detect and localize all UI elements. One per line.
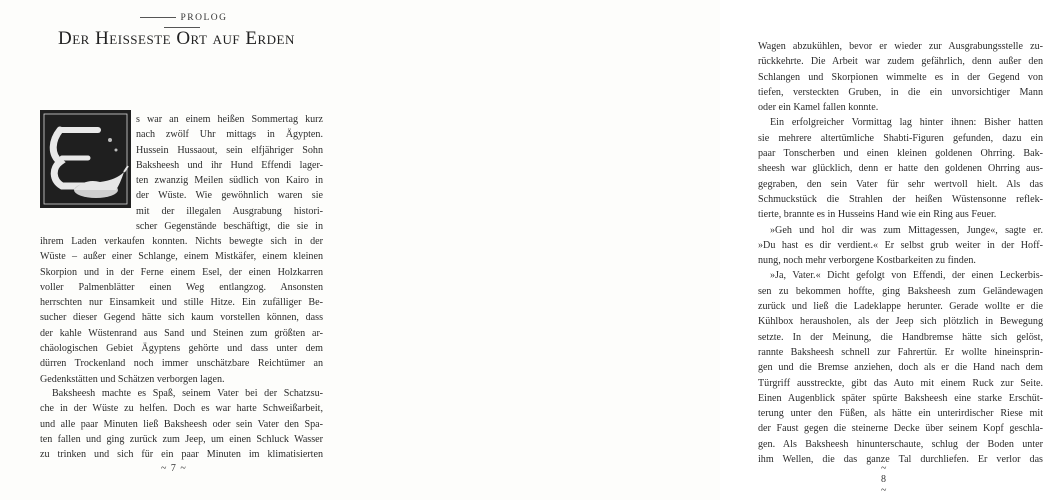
intro-paragraph-continued (136, 219, 323, 234)
text-line: »Geh und hol dir was zum Mittagessen, Junge«, sagte er. (770, 224, 1043, 236)
text-line: Baksheesh und ihr Hund Effendi lager- (136, 159, 323, 171)
text-line: Schlangen und Skorpionen wimmelte es in der Gegend von (758, 71, 1043, 83)
text-line: s war an einem heißen Sommertag kurz (136, 114, 323, 125)
intro-paragraph-body (40, 234, 323, 387)
text-line: rannte Baksheesh schnell zur Fahrertür. Er wollte hineinsprin- (758, 346, 1043, 358)
text-line: Schmuckstück die Strahlen der heißen Wüstensonne reflek- (758, 193, 1043, 205)
text-line: Gedenkstätten und Schätzen verborgen lagen. (40, 373, 225, 385)
text-line: Wüste – außer einer Schlange, einem Mistkäfer, einem kleinen (40, 251, 323, 263)
text-line: sie mehrere altertümliche Shabti-Figuren gefunden, dazu ein (758, 132, 1043, 144)
oil-lamp-icon (40, 110, 131, 208)
text-line: »Du hast es dir verdient.« Er selbst grub weiter in der Hoff- (758, 239, 1043, 251)
text-line: Hussein Hussaout, sein elfjähriger Sohn (136, 144, 323, 156)
text-line: mit der illegalen Ausgrabung histori- (136, 205, 323, 217)
text-line: chäologischen Gebiet Ägyptens gehörte und dass unter dem (40, 343, 323, 355)
text-line: zurück und ließ die Ladeklappe herunter. Gerade wollte er die (758, 301, 1043, 313)
rule-left (140, 17, 176, 18)
text-line: der kahle Wüstenrand aus Sand und Steinen zum größten ar- (40, 327, 323, 339)
text-line: paar Tonscherben und einen kleinen goldenen Ohrring. Bak- (758, 148, 1043, 160)
text-line: ten fallen und ging zurück zum Jeep, um einen Schluck Wasser (40, 433, 323, 445)
left-page (0, 0, 360, 500)
text-line: der Faust gegen die steinerne Decke über seinem Kopf geschla- (758, 423, 1043, 435)
text-line: dürren Trockenland noch immer unschätzbare Reichtümer an (40, 358, 323, 370)
text-line: zu trinken und sich für ein paar Minuten im klimatisierten (40, 449, 323, 461)
text-line: Kühlbox herausholen, als der Jeep sich plötzlich in Bewegung (758, 316, 1043, 328)
text-line: sheesh war glücklich, denn er hatte den goldenen Ohrring aus- (758, 163, 1043, 175)
text-line: Wagen abzukühlen, bevor er wieder zur Ausgrabungsstelle zu- (758, 41, 1043, 52)
text-line: tiefen, versteckten Gruben, in die ein unvorsichtiger Mann (758, 86, 1043, 98)
intro-paragraph-wrap (136, 112, 323, 219)
chapter-label-text: PROLOG (180, 13, 228, 23)
text-line: Türgriff ausstreckte, gibt das Auto mit einem Ruck zur Seite. (758, 377, 1043, 389)
text-line: Einen Augenblick später spürte Baksheesh eine starke Erschüt- (758, 392, 1043, 404)
right-page (360, 0, 1043, 500)
second-paragraph (40, 386, 323, 462)
chapter-title: Der Heisseste Ort auf Erden (58, 28, 295, 49)
text-line: »Ja, Vater.« Dicht gefolgt von Effendi, der einen Leckerbis- (770, 270, 1043, 282)
text-line: ten zwanzig Meilen südlich von Kairo in (136, 175, 323, 187)
text-line: gegraben, den sein Vater für sehr wertvoll hielt. Als das (758, 178, 1043, 190)
text-line: setzte. In der Meinung, die Handbremse hätte sich gelöst, (758, 331, 1043, 343)
text-line: ihrem Laden verkaufen konnten. Nichts bewegte sich in der (40, 236, 323, 247)
text-line: herrschten nur Einsamkeit und stille Hitze. Ein zufälliger Be- (40, 297, 323, 309)
dropcap-illustration (40, 110, 131, 208)
text-line: und alle paar Minuten ließ Baksheesh oder sein Vater den Spa- (40, 418, 323, 430)
text-line: terung unter den Füßen, als hätte ein unterirdischer Riese mit (758, 408, 1043, 420)
text-line: Baksheesh machte es Spaß, seinem Vater bei der Schatzsu- (52, 388, 323, 399)
text-line: Skorpion und in der Ferne einem Esel, der einen Holzkarren (40, 266, 323, 278)
text-line: scher Gegenstände beschäftigt, die sie in (136, 221, 323, 232)
text-line: gen und die Bremse anziehen, doch als er die Hand nach dem (758, 362, 1043, 374)
text-line: der Wüste. Wie gewöhnlich waren sie (136, 190, 323, 202)
text-line: sen zu bekommen hoffte, ging Baksheesh zum Geländewagen (758, 285, 1043, 297)
text-line: sucher dieser Gegend hätte sich kaum vorstellen können, dass (40, 312, 323, 324)
text-line: oder ein Kamel fallen konnte. (758, 102, 879, 114)
text-line: ihm Wellen, die das ganze Tal durchliefen. Er verlor das (758, 454, 1043, 466)
text-line: che in der Wüste zu helfen. Doch es war harte Schweißarbeit, (40, 403, 323, 415)
text-line: Ein erfolgreicher Vormittag lag hinter ihnen: Bisher hatten (770, 117, 1043, 129)
text-line: rückkehrte. Die Arbeit war zudem gefährlich, denn außer den (758, 56, 1043, 68)
page-number-right: ~ 8 ~ (881, 463, 888, 496)
text-line: tierte, brannte es in Husseins Hand wie ein Ring aus Feuer. (758, 209, 997, 221)
text-line: gen. Als Baksheesh hinunterschaute, schlug der Boden unter (758, 438, 1043, 450)
text-line: voller Palmenblätter einen Weg entlangzog. Ansonsten (40, 281, 323, 293)
right-page-body (758, 39, 1043, 467)
text-line: nung, noch mehr verborgene Kostbarkeiten zu finden. (758, 255, 976, 267)
page-number-left: ~ 7 ~ (161, 463, 187, 474)
text-line: nach zwölf Uhr mittags in Ägypten. (136, 129, 323, 141)
